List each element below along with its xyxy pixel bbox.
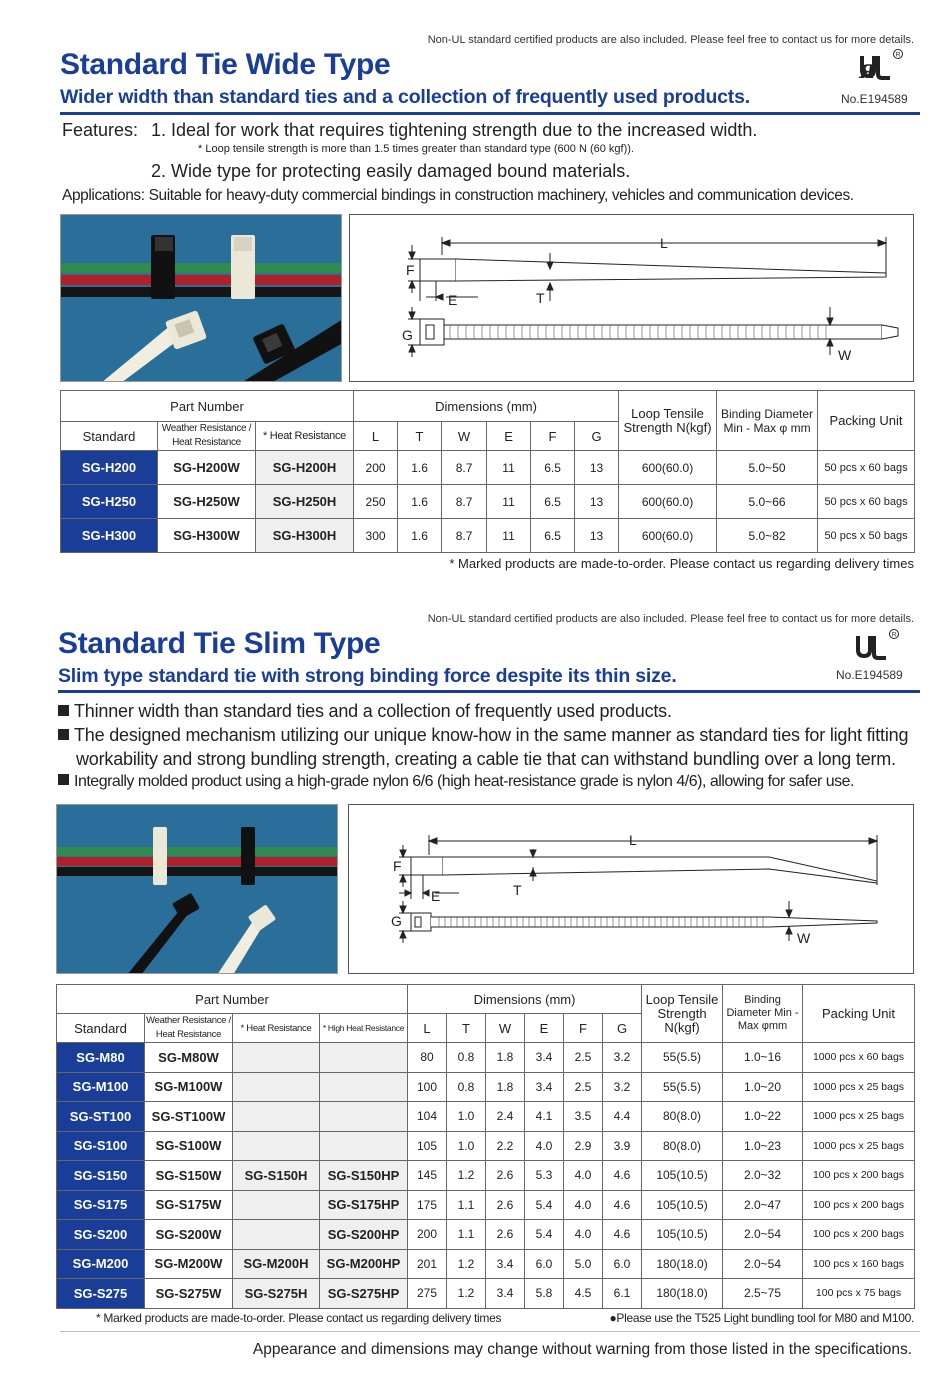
table-cell: SG-ST100 xyxy=(57,1102,145,1132)
table-cell: 1.2 xyxy=(447,1249,486,1279)
table-cell: 100 xyxy=(408,1072,447,1102)
table-cell: SG-S200W xyxy=(145,1220,233,1250)
slim-dim-L: L xyxy=(629,832,637,848)
slim-th-tensile: Loop Tensile Strength N(kgf) xyxy=(642,985,723,1043)
table-cell: 3.4 xyxy=(486,1249,525,1279)
svg-text:R: R xyxy=(895,51,901,59)
table-cell: SG-H300H xyxy=(256,519,354,553)
table-cell: SG-S175HP xyxy=(320,1190,408,1220)
table-cell: 5.8 xyxy=(525,1279,564,1309)
table-cell: SG-H250H xyxy=(256,485,354,519)
wide-th-F: F xyxy=(531,422,575,451)
slim-dim-W: W xyxy=(797,930,811,946)
table-cell: 2.5~75 xyxy=(723,1279,803,1309)
slim-bullet-1: Thinner width than standard ties and a collection of frequently used products. xyxy=(58,701,672,722)
table-cell: 6.5 xyxy=(531,519,575,553)
wide-th-part-number: Part Number xyxy=(61,391,354,422)
table-cell: 1.8 xyxy=(486,1043,525,1073)
slim-dim-F: F xyxy=(393,858,402,874)
slim-spec-table xyxy=(56,984,915,1309)
table-cell: 13 xyxy=(575,485,619,519)
table-cell: SG-S275W xyxy=(145,1279,233,1309)
wide-feature-2: 2. Wide type for protecting easily damaged bound materials. xyxy=(151,161,631,181)
slim-th-F: F xyxy=(564,1014,603,1043)
table-cell: SG-S275HP xyxy=(320,1279,408,1309)
table-cell: SG-M100W xyxy=(145,1072,233,1102)
wide-dim-E: E xyxy=(448,292,458,308)
slim-th-diameter: Binding Diameter Min - Max φmm xyxy=(723,985,803,1043)
slim-th-weather: Weather Resistance / Heat Resistance xyxy=(145,1014,233,1043)
table-cell: 3.4 xyxy=(486,1279,525,1309)
table-cell: SG-S150H xyxy=(233,1161,320,1191)
wide-th-standard: Standard xyxy=(61,422,158,451)
wide-th-diameter: Binding Diameter Min - Max φ mm xyxy=(717,391,818,451)
table-cell: 2.0~32 xyxy=(723,1161,803,1191)
table-cell: 6.0 xyxy=(525,1249,564,1279)
table-cell: SG-H200W xyxy=(158,451,256,485)
wide-dim-G: G xyxy=(402,327,413,343)
table-cell: 8.7 xyxy=(442,519,487,553)
table-cell: 600(60.0) xyxy=(619,519,717,553)
table-cell: SG-S200HP xyxy=(320,1220,408,1250)
slim-title: Standard Tie Slim Type xyxy=(58,627,381,660)
wide-dim-L: L xyxy=(660,235,668,251)
wide-th-packing: Packing Unit xyxy=(818,391,915,451)
table-cell: 3.5 xyxy=(564,1102,603,1132)
slim-bullet-2-cont: workability and strong bundling strength, creating a cable tie that can withstand bundling over a long term. xyxy=(76,749,896,769)
table-cell xyxy=(233,1072,320,1102)
table-cell: 80 xyxy=(408,1043,447,1073)
table-cell: 4.6 xyxy=(603,1190,642,1220)
table-cell: 100 pcs x 200 bags xyxy=(803,1220,915,1250)
table-cell: 1000 pcs x 60 bags xyxy=(803,1043,915,1073)
table-cell: 3.2 xyxy=(603,1043,642,1073)
table-cell: 6.5 xyxy=(531,451,575,485)
slim-subtitle: Slim type standard tie with strong binding force despite its thin size. xyxy=(58,665,677,687)
slim-th-G: G xyxy=(603,1014,642,1043)
slim-th-W: W xyxy=(486,1014,525,1043)
wide-th-W: W xyxy=(442,422,487,451)
bottom-divider xyxy=(60,1331,920,1332)
table-cell: 8.7 xyxy=(442,485,487,519)
table-cell: 100 pcs x 75 bags xyxy=(803,1279,915,1309)
wide-product-photo xyxy=(60,214,342,382)
slim-ul-note: Non-UL standard certified products are also included. Please feel free to contact us for more details. xyxy=(427,613,914,625)
table-cell: 105(10.5) xyxy=(642,1161,723,1191)
table-cell: SG-H200H xyxy=(256,451,354,485)
table-cell: 250 xyxy=(354,485,398,519)
table-cell: 1.1 xyxy=(447,1190,486,1220)
slim-th-heat: * Heat Resistance xyxy=(233,1014,320,1043)
slim-dimension-diagram xyxy=(348,804,914,974)
table-row xyxy=(57,1220,915,1250)
table-cell xyxy=(320,1072,408,1102)
table-row xyxy=(57,1190,915,1220)
table-cell: SG-M200H xyxy=(233,1249,320,1279)
wide-feature-1-note: * Loop tensile strength is more than 1.5 times greater than standard type (600 N (60 kgf)). xyxy=(198,143,634,155)
table-cell xyxy=(233,1131,320,1161)
table-cell: SG-H250 xyxy=(61,485,158,519)
slim-th-packing: Packing Unit xyxy=(803,985,915,1043)
wide-th-T: T xyxy=(398,422,442,451)
table-cell: SG-M100 xyxy=(57,1072,145,1102)
table-cell: SG-M80 xyxy=(57,1043,145,1073)
table-cell: 0.8 xyxy=(447,1043,486,1073)
table-cell: 2.6 xyxy=(486,1220,525,1250)
table-cell: SG-H200 xyxy=(61,451,158,485)
slim-footnote-left: * Marked products are made-to-order. Please contact us regarding delivery times xyxy=(96,1311,502,1325)
wide-applications: Applications: Suitable for heavy-duty commercial bindings in construction machinery, vehicles and communication devices. xyxy=(62,187,854,204)
table-cell: 5.0~50 xyxy=(717,451,818,485)
table-cell: 5.4 xyxy=(525,1220,564,1250)
table-row xyxy=(61,451,915,485)
table-cell: 2.6 xyxy=(486,1190,525,1220)
table-cell: 105(10.5) xyxy=(642,1190,723,1220)
slim-th-E: E xyxy=(525,1014,564,1043)
slim-footnote-right: ●Please use the T525 Light bundling tool for M80 and M100. xyxy=(609,1311,914,1325)
table-cell: SG-M200HP xyxy=(320,1249,408,1279)
table-cell: 1.1 xyxy=(447,1220,486,1250)
table-cell: 1.8 xyxy=(486,1072,525,1102)
slim-th-dimensions: Dimensions (mm) xyxy=(408,985,642,1014)
table-cell: SG-ST100W xyxy=(145,1102,233,1132)
wide-th-L: L xyxy=(354,422,398,451)
table-cell: 1000 pcs x 25 bags xyxy=(803,1072,915,1102)
table-cell: SG-S150 xyxy=(57,1161,145,1191)
wide-feature-1: 1. Ideal for work that requires tightening strength due to the increased width. xyxy=(151,120,758,140)
wide-dimension-diagram xyxy=(349,214,914,382)
table-cell: 6.0 xyxy=(603,1249,642,1279)
table-cell: 80(8.0) xyxy=(642,1131,723,1161)
table-row xyxy=(57,1131,915,1161)
wide-ul-logo xyxy=(850,46,910,91)
table-cell: 180(18.0) xyxy=(642,1249,723,1279)
table-cell: 11 xyxy=(487,519,531,553)
table-cell: 8.7 xyxy=(442,451,487,485)
wide-ul-number: No.E194589 xyxy=(841,92,908,106)
table-cell: 2.0~47 xyxy=(723,1190,803,1220)
slim-product-photo xyxy=(56,804,338,974)
table-cell: 2.9 xyxy=(564,1131,603,1161)
slim-ul-number: No.E194589 xyxy=(836,668,903,682)
table-cell: SG-S175W xyxy=(145,1190,233,1220)
wide-th-tensile: Loop Tensile Strength N(kgf) xyxy=(619,391,717,451)
table-cell: 1.6 xyxy=(398,451,442,485)
wide-title: Standard Tie Wide Type xyxy=(60,48,391,81)
table-cell: 5.3 xyxy=(525,1161,564,1191)
table-cell: 145 xyxy=(408,1161,447,1191)
table-cell: 1.6 xyxy=(398,519,442,553)
table-cell: 2.0~54 xyxy=(723,1220,803,1250)
wide-dim-F: F xyxy=(406,262,415,278)
slim-bullet-3: Integrally molded product using a high-grade nylon 6/6 (high heat-resistance grade is nylon 4/6), allowing for safer use. xyxy=(58,773,854,791)
table-cell: 1000 pcs x 25 bags xyxy=(803,1131,915,1161)
slim-th-standard: Standard xyxy=(57,1014,145,1043)
table-cell: 104 xyxy=(408,1102,447,1132)
table-cell: 80(8.0) xyxy=(642,1102,723,1132)
table-cell: 50 pcs x 60 bags xyxy=(818,485,915,519)
table-cell: 3.9 xyxy=(603,1131,642,1161)
table-cell: 4.0 xyxy=(564,1161,603,1191)
table-cell: SG-H250W xyxy=(158,485,256,519)
table-cell: 4.0 xyxy=(525,1131,564,1161)
table-cell: 105 xyxy=(408,1131,447,1161)
slim-dim-T: T xyxy=(513,882,522,898)
table-row xyxy=(57,1279,915,1309)
table-cell: 1.0 xyxy=(447,1102,486,1132)
table-row xyxy=(57,1102,915,1132)
table-cell: 275 xyxy=(408,1279,447,1309)
table-cell: 200 xyxy=(354,451,398,485)
wide-th-E: E xyxy=(487,422,531,451)
table-cell xyxy=(233,1043,320,1073)
table-cell: 1.0 xyxy=(447,1131,486,1161)
slim-th-L: L xyxy=(408,1014,447,1043)
table-cell: 13 xyxy=(575,519,619,553)
table-cell: 4.4 xyxy=(603,1102,642,1132)
table-cell: 11 xyxy=(487,451,531,485)
table-cell: SG-S100 xyxy=(57,1131,145,1161)
table-cell: 1.2 xyxy=(447,1161,486,1191)
table-cell: 200 xyxy=(408,1220,447,1250)
table-cell: 5.0~66 xyxy=(717,485,818,519)
wide-title-rule xyxy=(60,112,920,115)
table-row xyxy=(61,485,915,519)
slim-dim-G: G xyxy=(391,913,402,929)
table-cell: 55(5.5) xyxy=(642,1072,723,1102)
table-cell: 4.5 xyxy=(564,1279,603,1309)
table-cell: SG-S175 xyxy=(57,1190,145,1220)
wide-th-dimensions: Dimensions (mm) xyxy=(354,391,619,422)
slim-th-high-heat: * High Heat Resistance xyxy=(320,1014,408,1043)
wide-features-label: Features: xyxy=(62,120,139,140)
ul-certification-icon xyxy=(852,626,900,666)
table-cell xyxy=(320,1043,408,1073)
table-cell: 201 xyxy=(408,1249,447,1279)
table-cell: 1.0~22 xyxy=(723,1102,803,1132)
table-cell: SG-H300W xyxy=(158,519,256,553)
slim-th-T: T xyxy=(447,1014,486,1043)
table-cell: 5.0~82 xyxy=(717,519,818,553)
table-cell: 3.4 xyxy=(525,1072,564,1102)
table-cell: 300 xyxy=(354,519,398,553)
table-cell xyxy=(233,1190,320,1220)
table-cell xyxy=(320,1102,408,1132)
svg-text:R: R xyxy=(891,631,897,639)
table-cell: 2.2 xyxy=(486,1131,525,1161)
table-cell: 4.6 xyxy=(603,1220,642,1250)
table-cell: 100 pcs x 200 bags xyxy=(803,1190,915,1220)
wide-subtitle: Wider width than standard ties and a collection of frequently used products. xyxy=(60,86,750,108)
table-row xyxy=(57,1072,915,1102)
table-cell: SG-S150W xyxy=(145,1161,233,1191)
table-cell: 0.8 xyxy=(447,1072,486,1102)
table-cell: 2.6 xyxy=(486,1161,525,1191)
table-cell: SG-M200 xyxy=(57,1249,145,1279)
table-cell: 180(18.0) xyxy=(642,1279,723,1309)
table-row xyxy=(57,1043,915,1073)
table-cell: SG-H300 xyxy=(61,519,158,553)
slim-title-rule xyxy=(58,690,920,693)
slim-dim-E: E xyxy=(431,888,441,904)
table-cell: 600(60.0) xyxy=(619,451,717,485)
table-row xyxy=(57,1249,915,1279)
table-cell: 4.0 xyxy=(564,1190,603,1220)
table-cell: SG-S200 xyxy=(57,1220,145,1250)
table-cell: SG-S275H xyxy=(233,1279,320,1309)
table-cell: SG-S275 xyxy=(57,1279,145,1309)
wide-footnote: * Marked products are made-to-order. Please contact us regarding delivery times xyxy=(449,556,914,571)
table-cell: 55(5.5) xyxy=(642,1043,723,1073)
table-cell: 1.6 xyxy=(398,485,442,519)
wide-spec-table xyxy=(60,390,915,553)
table-cell xyxy=(320,1131,408,1161)
table-cell: 100 pcs x 160 bags xyxy=(803,1249,915,1279)
table-cell: 1.2 xyxy=(447,1279,486,1309)
disclaimer: Appearance and dimensions may change without warning from those listed in the specifications. xyxy=(252,1341,912,1358)
table-cell xyxy=(233,1102,320,1132)
slim-ul-logo xyxy=(846,626,906,671)
table-cell: 2.0~54 xyxy=(723,1249,803,1279)
slim-bullet-2: The designed mechanism utilizing our unique know-how in the same manner as standard ties for light fitting xyxy=(58,725,908,746)
table-cell: 50 pcs x 60 bags xyxy=(818,451,915,485)
wide-ul-note: Non-UL standard certified products are also included. Please feel free to contact us for more details. xyxy=(427,34,914,46)
table-cell: 4.1 xyxy=(525,1102,564,1132)
table-cell: 100 pcs x 200 bags xyxy=(803,1161,915,1191)
table-cell: 4.0 xyxy=(564,1220,603,1250)
wide-th-G: G xyxy=(575,422,619,451)
table-cell: 4.6 xyxy=(603,1161,642,1191)
table-cell: 1000 pcs x 25 bags xyxy=(803,1102,915,1132)
table-cell: 3.2 xyxy=(603,1072,642,1102)
table-cell: SG-S100W xyxy=(145,1131,233,1161)
table-cell: 2.5 xyxy=(564,1043,603,1073)
table-cell: SG-M200W xyxy=(145,1249,233,1279)
table-cell: 13 xyxy=(575,451,619,485)
wide-dim-W: W xyxy=(838,347,852,363)
table-cell: 6.5 xyxy=(531,485,575,519)
table-cell: 175 xyxy=(408,1190,447,1220)
table-cell: SG-S150HP xyxy=(320,1161,408,1191)
table-row xyxy=(61,519,915,553)
slim-th-part-number: Part Number xyxy=(57,985,408,1014)
table-row xyxy=(57,1161,915,1191)
table-cell: 1.0~16 xyxy=(723,1043,803,1073)
table-cell: 2.4 xyxy=(486,1102,525,1132)
wide-th-heat: * Heat Resistance xyxy=(256,422,354,451)
table-cell: 1.0~20 xyxy=(723,1072,803,1102)
table-cell: 6.1 xyxy=(603,1279,642,1309)
table-cell: 3.4 xyxy=(525,1043,564,1073)
table-cell: 105(10.5) xyxy=(642,1220,723,1250)
table-cell xyxy=(233,1220,320,1250)
table-cell: SG-M80W xyxy=(145,1043,233,1073)
table-cell: 600(60.0) xyxy=(619,485,717,519)
table-cell: 5.4 xyxy=(525,1190,564,1220)
svg-text:ᴙ: ᴙ xyxy=(860,52,875,85)
table-cell: 11 xyxy=(487,485,531,519)
ul-certification-icon xyxy=(856,46,904,86)
table-cell: 2.5 xyxy=(564,1072,603,1102)
table-cell: 50 pcs x 50 bags xyxy=(818,519,915,553)
table-cell: 1.0~23 xyxy=(723,1131,803,1161)
wide-th-weather: Weather Resistance / Heat Resistance xyxy=(158,422,256,451)
table-cell: 5.0 xyxy=(564,1249,603,1279)
wide-dim-T: T xyxy=(536,290,545,306)
